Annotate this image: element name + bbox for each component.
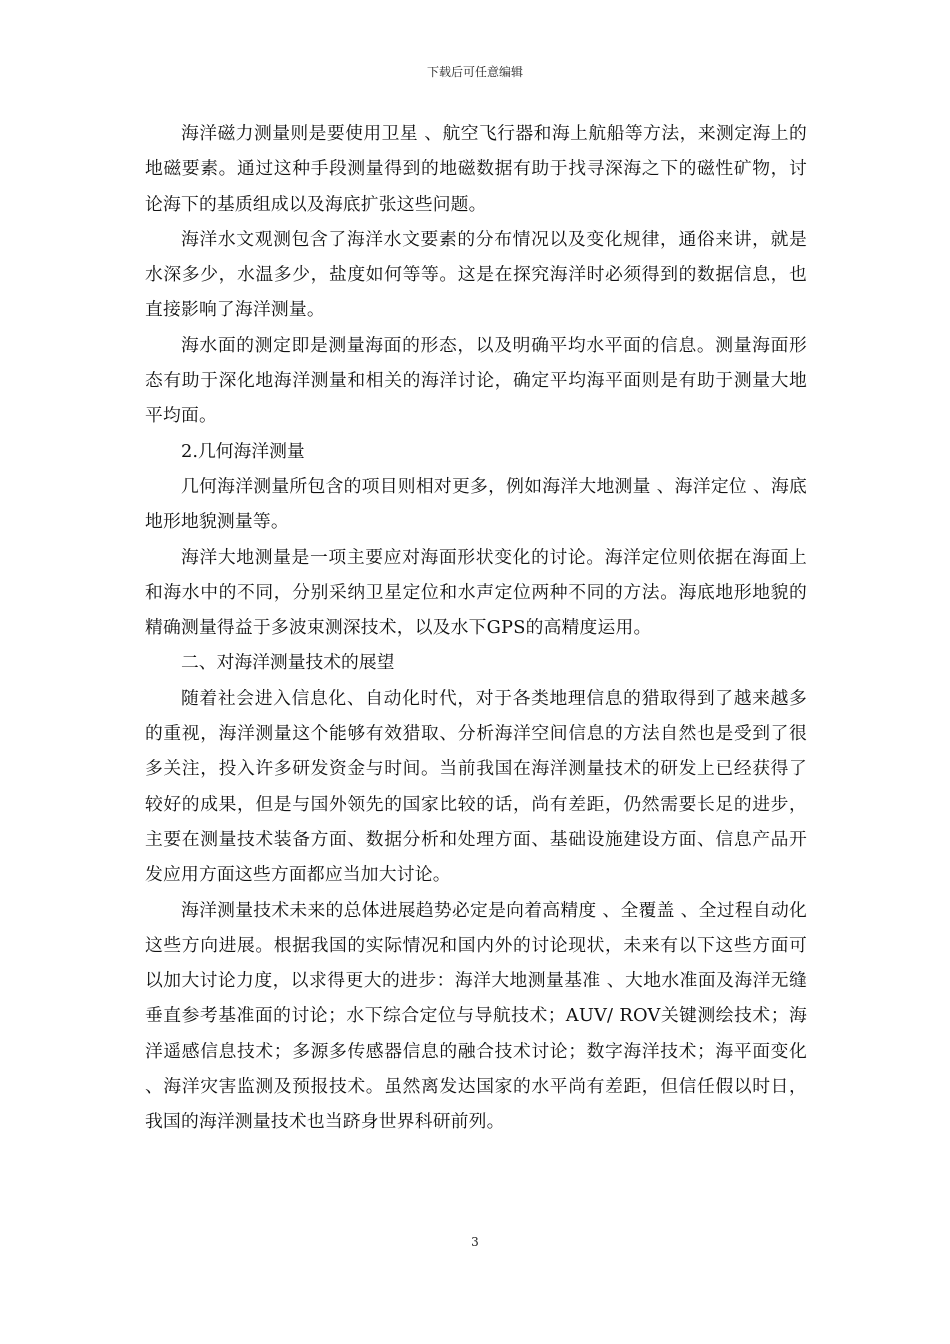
section-heading-outlook: 二、对海洋测量技术的展望 <box>181 652 395 674</box>
paragraph-hydrological-observation: 海洋水文观测包含了海洋水文要素的分布情况以及变化规律，通俗来讲，就是水深多少，水温多少，盐度如何等等。这是在探究海洋时必须得到的数据信息，也直接影响了海洋测量。 <box>145 228 807 321</box>
page-header: 下载后可任意编辑 <box>426 65 523 79</box>
paragraph-geometric-items: 几何海洋测量所包含的项目则相对更多，例如海洋大地测量 、海洋定位 、海底地形地貌测量等。 <box>145 475 807 533</box>
document-body <box>145 116 807 1140</box>
paragraph-magnetic-survey: 海洋磁力测量则是要使用卫星 、航空飞行器和海上航船等方法，来测定海上的地磁要素。通过这种手段测量得到的地磁数据有助于找寻深海之下的磁性矿物，讨论海下的基质组成以及海底扩张这些问题。 <box>145 123 807 215</box>
paragraph-informatization: 随着社会进入信息化、自动化时代，对于各类地理信息的猎取得到了越来越多的重视，海洋测量这个能够有效猎取、分析海洋空间信息的方法自然也是受到了很多关注，投入许多研发资金与时间。当前我国在海洋测量技术的研发上已经获得了较好的成果，但是与国外领先的国家比较的话，尚有差距，仍然需要长足的进步，主要在测量技术装备方面、数据分析和处理方面、基础设施建设方面、信息产品开发应用方面这些方面都应当加大讨论。 <box>145 687 807 886</box>
paragraph-future-trends: 海洋测量技术未来的总体进展趋势必定是向着高精度 、全覆盖 、全过程自动化这些方向进展。根据我国的实际情况和国内外的讨论现状，未来有以下这些方面可以加大讨论力度，以求得更大的进步：海洋大地测量基准 、大地水准面及海洋无缝垂直参考基准面的讨论；水下综合定位与导航技术；AUV/ ROV关键测绘技术；海洋遥感信息技术；多源多传感器信息的融合技术讨论；数字海洋技术；海平面变化 、海洋灾害监测及预报技术。虽然离发达国家的水平尚有差距，但信任假以时日，我国的海洋测量技术也当跻身世界科研前列。 <box>145 899 807 1133</box>
page-number: 3 <box>471 1235 479 1249</box>
section-heading-geometric-survey: 2.几何海洋测量 <box>181 440 305 462</box>
paragraph-marine-geodesy: 海洋大地测量是一项主要应对海面形状变化的讨论。海洋定位则依据在海面上和海水中的不同，分别采纳卫星定位和水声定位两种不同的方法。海底地形地貌的精确测量得益于多波束测深技术，以及水下GPS的高精度运用。 <box>145 546 807 639</box>
paragraph-sea-surface: 海水面的测定即是测量海面的形态，以及明确平均水平面的信息。测量海面形态有助于深化地海洋测量和相关的海洋讨论，确定平均海平面则是有助于测量大地平均面。 <box>145 334 807 427</box>
